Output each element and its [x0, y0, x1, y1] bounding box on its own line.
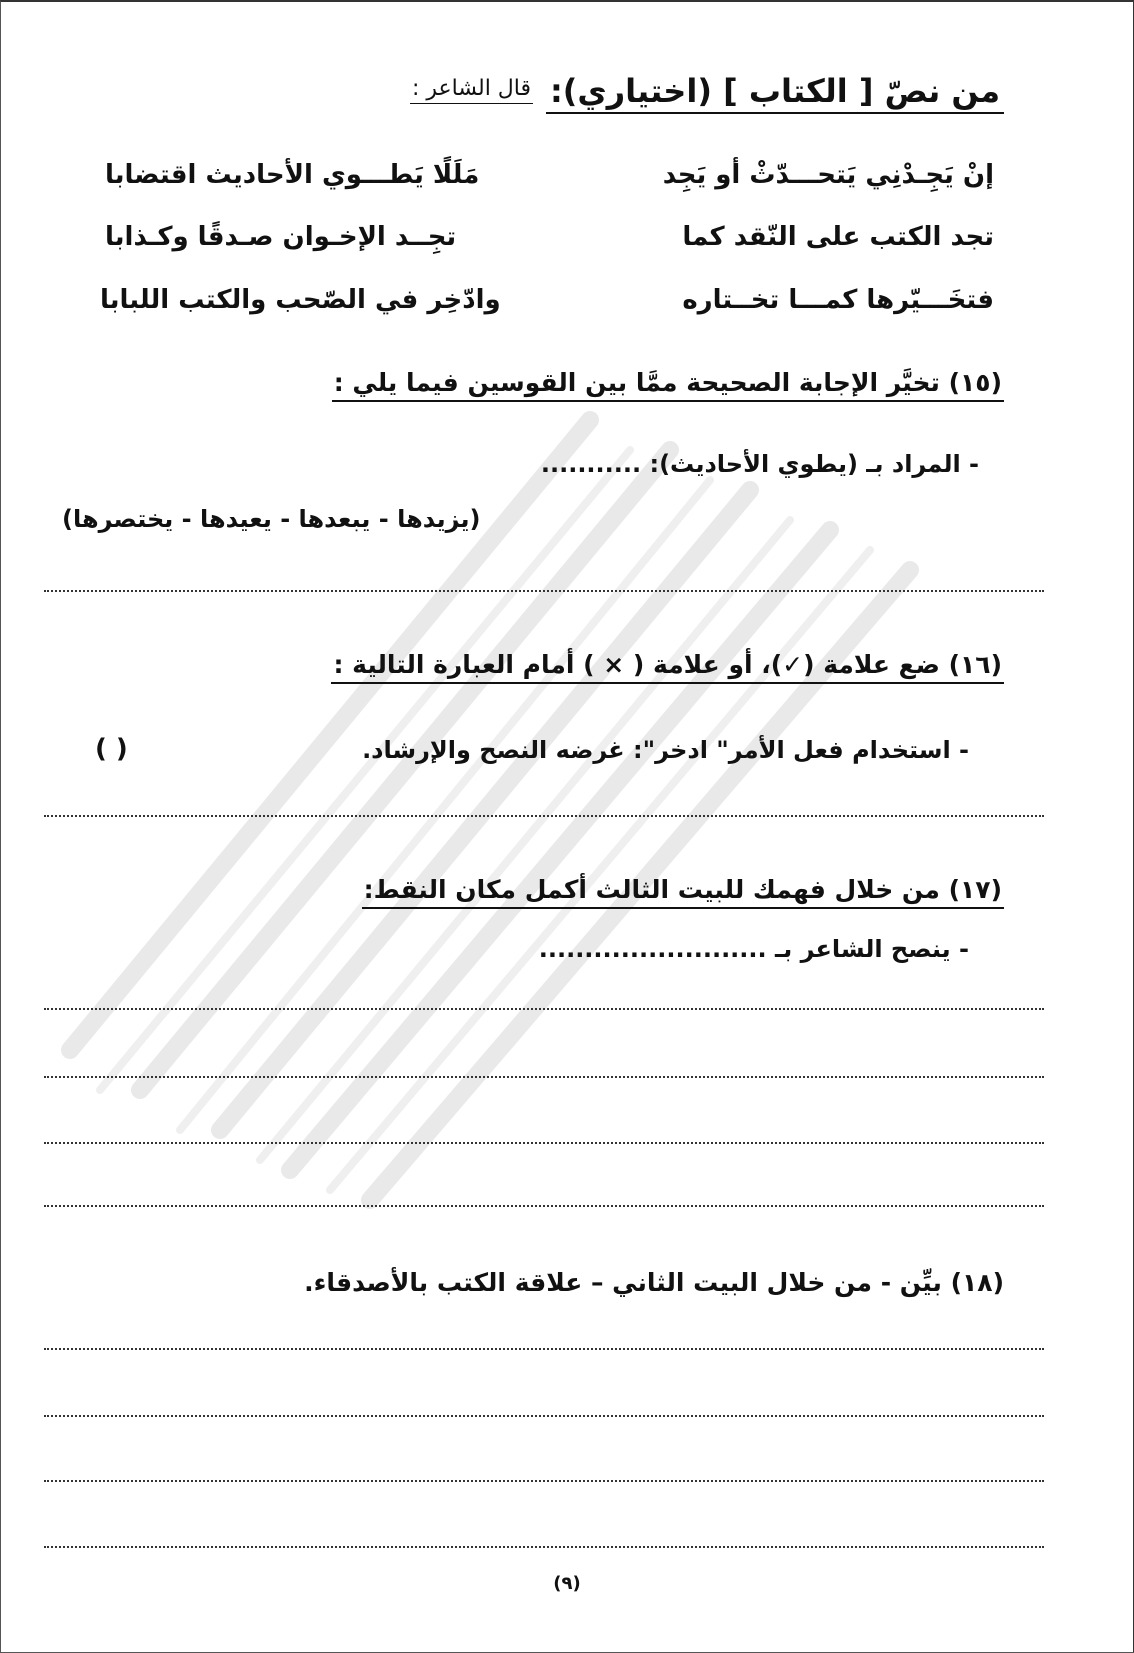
question-16-heading: (١٦) ضع علامة (✓)، أو علامة ( × ) أمام العبارة التالية :	[331, 650, 1004, 684]
verse-1-first-half: إنْ يَجِـدْنِي يَتحـــدّثْ أو يَجِد	[662, 160, 994, 190]
question-18-heading: (١٨) بيِّن - من خلال البيت الثاني – علاقة الكتب بالأصدقاء.	[304, 1268, 1004, 1297]
answer-brackets: ( )	[95, 734, 128, 764]
answer-line	[44, 1076, 1044, 1078]
answer-line	[44, 1546, 1044, 1548]
answer-line	[44, 1008, 1044, 1010]
question-17-heading: (١٧) من خلال فهمك للبيت الثالث أكمل مكان النقط:	[362, 875, 1004, 909]
poet-label: قال الشاعر :	[410, 76, 533, 104]
answer-line	[44, 1142, 1044, 1144]
verse-1-second-half: مَلَلًا يَطـــوي الأحاديث اقتضابا	[105, 160, 480, 190]
answer-line	[44, 590, 1044, 592]
answer-line	[44, 815, 1044, 817]
verse-3-first-half: فتخَـــيّرها كمـــا تخــتاره	[682, 285, 994, 315]
verse-2-second-half: تجِــد الإخـوان صـدقًا وكـذابا	[105, 222, 457, 252]
answer-line	[44, 1348, 1044, 1350]
section-title: من نصّ [ الكتاب ] (اختياري):	[546, 72, 1004, 114]
verse-2-first-half: تجد الكتب على النّقد كما	[682, 222, 994, 252]
question-16-statement: - استخدام فعل الأمر" ادخر": غرضه النصح والإرشاد.	[362, 736, 969, 764]
page-number: (٩)	[553, 1573, 581, 1594]
question-15-heading: (١٥) تخيَّر الإجابة الصحيحة ممَّا بين القوسين فيما يلي :	[332, 368, 1004, 402]
answer-line	[44, 1205, 1044, 1207]
question-15-options: (يزيدها - يبعدها - يعيدها - يختصرها)	[62, 505, 481, 533]
verse-3-second-half: وادّخِر في الصّحب والكتب اللبابا	[100, 285, 501, 315]
answer-line	[44, 1415, 1044, 1417]
question-15-prompt: - المراد بـ (يطوي الأحاديث): ...........	[540, 450, 979, 478]
question-17-prompt: - ينصح الشاعر بـ .........................	[538, 935, 969, 963]
answer-line	[44, 1480, 1044, 1482]
